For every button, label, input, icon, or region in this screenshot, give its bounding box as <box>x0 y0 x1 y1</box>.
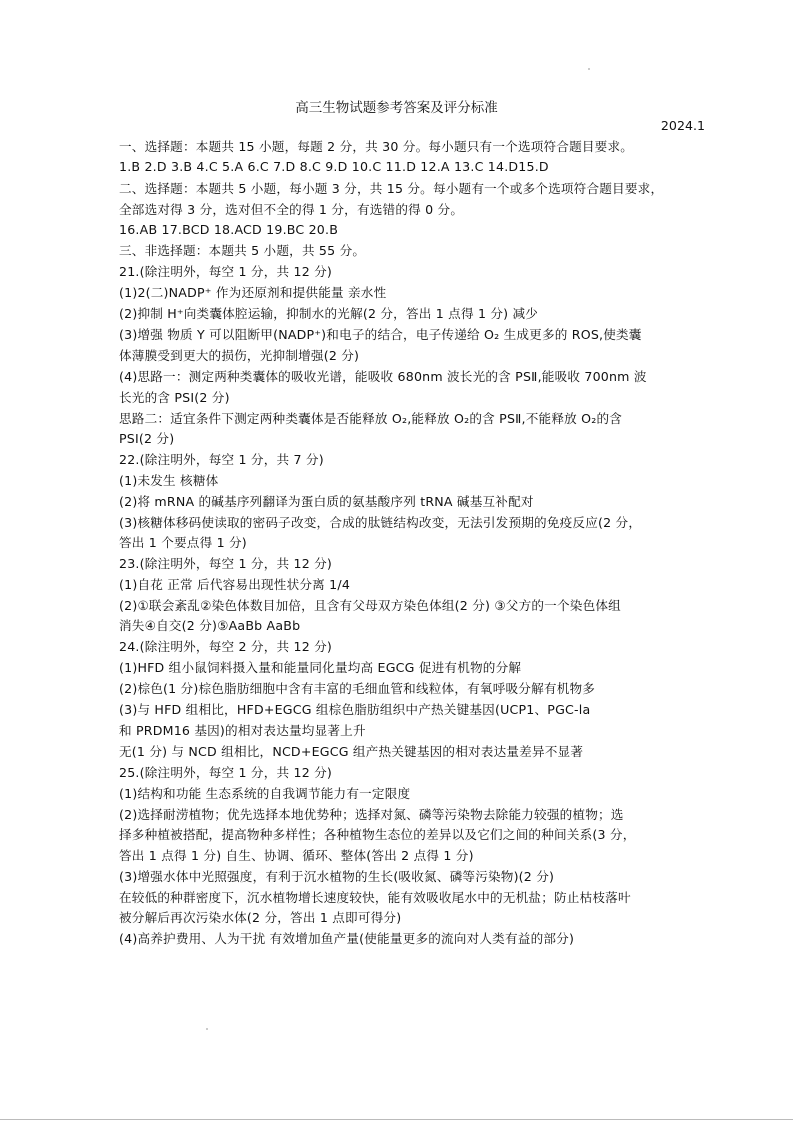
q24-header: 24.(除注明外，每空 2 分，共 12 分) <box>119 639 333 654</box>
q21-part3: (3)增强 物质 Y 可以阻断甲(NADP⁺)和电子的结合，电子传递给 O₂ 生成更多的 ROS,使类囊 <box>119 327 642 342</box>
q24-part3-cont: 和 PRDM16 基因)的相对表达量均显著上升 <box>119 723 366 738</box>
section-one-heading: 一、选择题：本题共 15 小题，每题 2 分，共 30 分。每小题只有一个选项符合题目要求。 <box>119 139 634 154</box>
q23-part1: (1)自花 正常 后代容易出现性状分离 1/4 <box>119 577 351 592</box>
q25-part3-cont2: 被分解后再次污染水体(2 分，答出 1 点即可得分) <box>119 910 402 925</box>
q25-part2-cont: 择多种植被搭配，提高物种多样性；各种植物生态位的差异以及它们之间的种间关系(3 分， <box>119 827 636 842</box>
q22-part1: (1)未发生 核糖体 <box>119 473 219 488</box>
answers-16-20: 16.AB 17.BCD 18.ACD 19.BC 20.B <box>119 222 339 237</box>
q21-header: 21.(除注明外，每空 1 分，共 12 分) <box>119 264 333 279</box>
q24-part3: (3)与 HFD 组相比，HFD+EGCG 组棕色脂肪组织中产热关键基因(UCP1、PGC-la <box>119 702 591 717</box>
q24-part4: 无(1 分) 与 NCD 组相比，NCD+EGCG 组产热关键基因的相对表达量差异不显著 <box>119 744 584 759</box>
section-two-heading: 二、选择题：本题共 5 小题，每小题 3 分，共 15 分。每小题有一个或多个选项符合题目要求， <box>119 181 664 196</box>
page-bottom-rule <box>0 1119 793 1120</box>
q21-part4: (4)思路一：测定两种类囊体的吸收光谱，能吸收 680nm 波长光的含 PSⅡ,能吸收 700nm 波 <box>119 369 647 384</box>
q23-header: 23.(除注明外，每空 1 分，共 12 分) <box>119 556 333 571</box>
answers-1-15: 1.B 2.D 3.B 4.C 5.A 6.C 7.D 8.C 9.D 10.C 11.D 12.A 13.C 14.D15.D <box>119 159 549 174</box>
q22-header: 22.(除注明外，每空 1 分，共 7 分) <box>119 452 324 467</box>
page-title: 高三生物试题参考答案及评分标准 <box>295 100 498 116</box>
q25-part3: (3)增强水体中光照强度，有利于沉水植物的生长(吸收氮、磷等污染物)(2 分) <box>119 869 555 884</box>
q25-part4: (4)高养护费用、人为干扰 有效增加鱼产量(使能量更多的流向对人类有益的部分) <box>119 931 575 946</box>
q25-part1: (1)结构和功能 生态系统的自我调节能力有一定限度 <box>119 786 411 801</box>
scan-speck <box>588 68 590 70</box>
section-two-scoring: 全部选对得 3 分，选对但不全的得 1 分，有选错的得 0 分。 <box>119 202 464 217</box>
q23-part2: (2)①联会紊乱②染色体数目加倍，且含有父母双方染色体组(2 分) ③父方的一个染色体组 <box>119 598 621 613</box>
q24-part2: (2)棕色(1 分)棕色脂肪细胞中含有丰富的毛细血管和线粒体，有氧呼吸分解有机物多 <box>119 681 596 696</box>
q24-part1: (1)HFD 组小鼠饲料摄入量和能量同化量均高 EGCG 促进有机物的分解 <box>119 660 522 675</box>
q23-part2-cont: 消失④自交(2 分)⑤AaBb AaBb <box>119 618 301 633</box>
q21-idea2: 思路二：适宜条件下测定两种类囊体是否能释放 O₂,能释放 O₂的含 PSⅡ,不能释放 O₂的含 <box>119 411 623 426</box>
q21-part1: (1)2(二)NADP⁺ 作为还原剂和提供能量 亲水性 <box>119 285 387 300</box>
q22-part2: (2)将 mRNA 的碱基序列翻译为蛋白质的氨基酸序列 tRNA 碱基互补配对 <box>119 494 534 509</box>
q21-part4-cont: 长光的含 PSI(2 分) <box>119 390 230 405</box>
q21-idea2-cont: PSI(2 分) <box>119 431 175 446</box>
q25-part2-cont2: 答出 1 点得 1 分) 自生、协调、循环、整体(答出 2 点得 1 分) <box>119 848 474 863</box>
q25-part2: (2)选择耐涝植物；优先选择本地优势种；选择对氮、磷等污染物去除能力较强的植物；选 <box>119 807 624 822</box>
q21-part3-cont: 体薄膜受到更大的损伤，光抑制增强(2 分) <box>119 348 360 363</box>
q22-part3-cont: 答出 1 个要点得 1 分) <box>119 535 247 550</box>
q25-header: 25.(除注明外，每空 1 分，共 12 分) <box>119 765 333 780</box>
q22-part3: (3)核糖体移码使读取的密码子改变，合成的肽链结构改变，无法引发预期的免疫反应(2 分， <box>119 515 642 530</box>
q25-part3-cont: 在较低的种群密度下，沉水植物增长速度较快，能有效吸收尾水中的无机盐；防止枯枝落叶 <box>119 890 631 905</box>
section-three-heading: 三、非选择题：本题共 5 小题，共 55 分。 <box>119 243 366 258</box>
scan-speck <box>206 1028 208 1030</box>
date-label: 2024.1 <box>660 118 705 133</box>
q21-part2: (2)抑制 H⁺向类囊体腔运输，抑制水的光解(2 分，答出 1 点得 1 分) 减少 <box>119 306 539 321</box>
